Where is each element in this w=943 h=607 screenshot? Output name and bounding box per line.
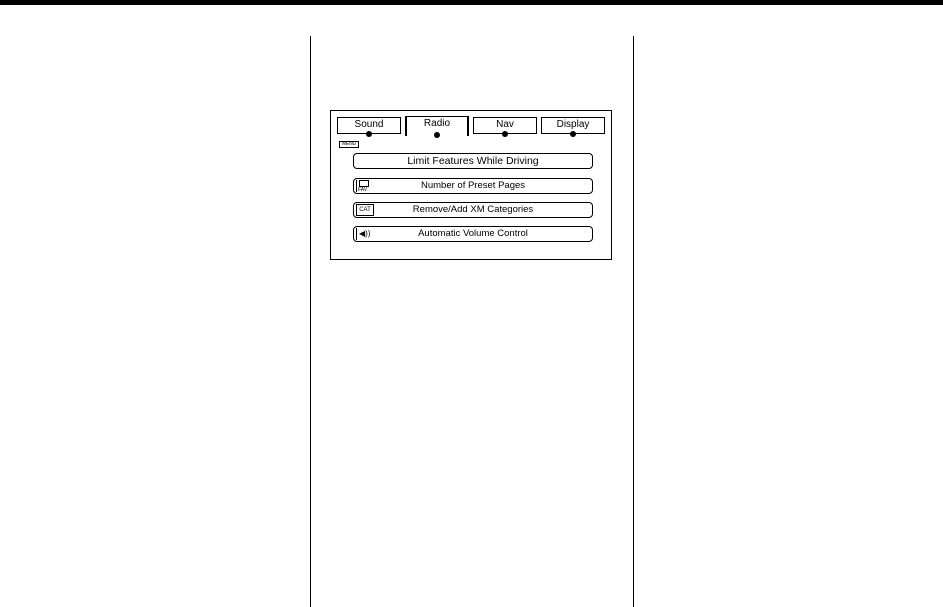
tab-nav[interactable] — [473, 117, 537, 134]
column-divider-left — [310, 36, 311, 607]
tab-sound-label: Sound — [354, 119, 384, 130]
xm-categories-button[interactable] — [353, 202, 593, 218]
column-divider-right — [633, 36, 634, 607]
xm-categories-label: Remove/Add XM Categories — [412, 204, 534, 215]
limit-features-button[interactable] — [353, 153, 593, 169]
volume-control-label: Automatic Volume Control — [418, 228, 528, 239]
tab-nav-indicator — [502, 131, 508, 137]
tab-radio-label: Radio — [423, 118, 451, 129]
tab-sound[interactable] — [337, 117, 401, 134]
category-icon: CAT — [356, 204, 374, 216]
tab-display[interactable] — [541, 117, 605, 134]
radio-settings-screen — [330, 110, 612, 260]
speaker-volume-icon: ◀)) — [356, 228, 374, 240]
preset-pages-label: Number of Preset Pages — [420, 180, 526, 191]
favorites-icon: FAV — [356, 180, 374, 192]
tab-bar — [337, 116, 601, 136]
tab-radio-indicator — [434, 132, 440, 138]
tab-radio[interactable] — [405, 116, 469, 136]
limit-features-label: Limit Features While Driving — [407, 155, 539, 167]
tab-nav-label: Nav — [496, 119, 514, 130]
menu-icon[interactable]: MENU — [339, 141, 359, 148]
volume-control-button[interactable] — [353, 226, 593, 242]
preset-pages-button[interactable] — [353, 178, 593, 194]
tab-display-label: Display — [556, 119, 590, 130]
tab-sound-indicator — [366, 131, 372, 137]
top-rule — [0, 0, 943, 5]
tab-display-indicator — [570, 131, 576, 137]
